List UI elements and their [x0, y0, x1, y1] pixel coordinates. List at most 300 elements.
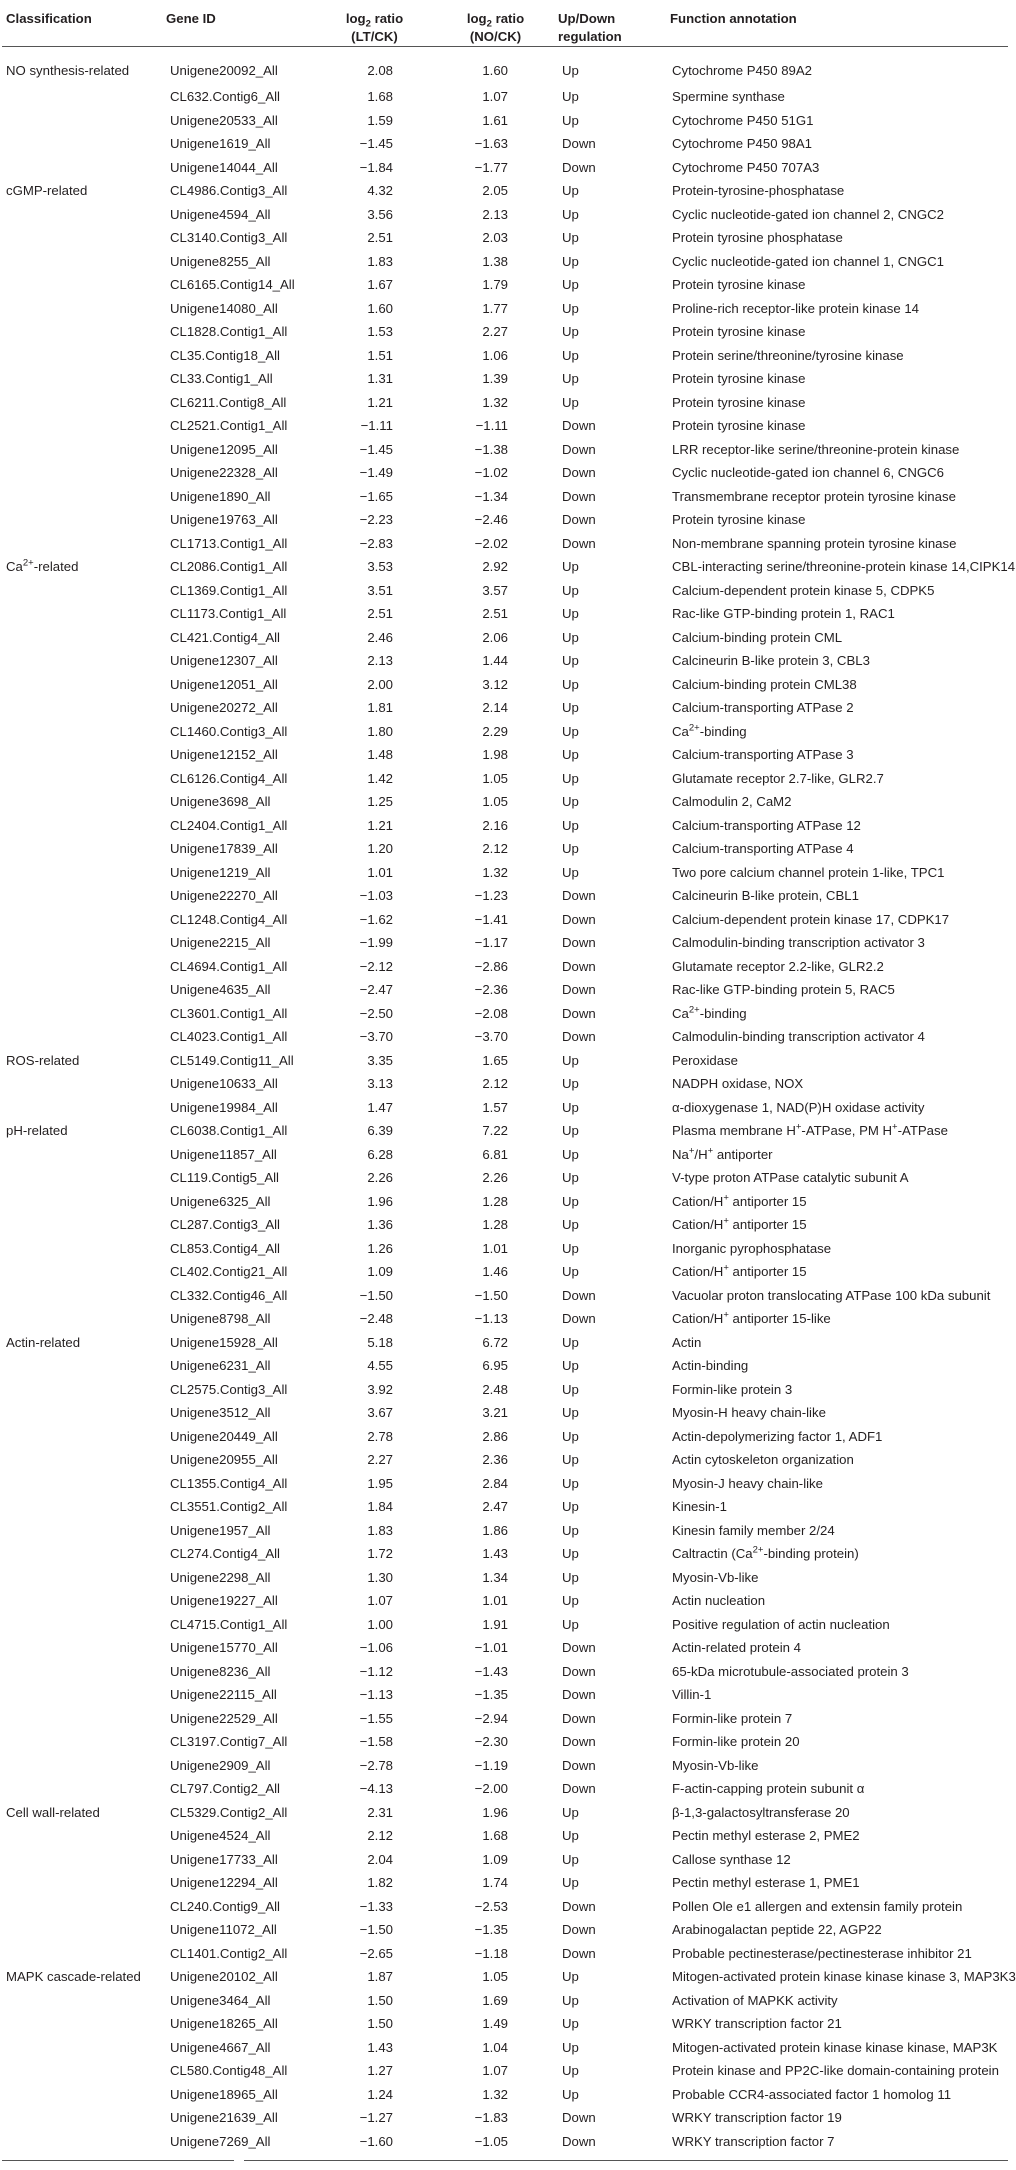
table-row [2, 2059, 1008, 2083]
table-row [2, 1049, 1008, 1073]
cell-classification [2, 250, 162, 274]
table-row [2, 132, 1008, 156]
cell-function: Calcium-dependent protein kinase 5, CDPK5 [672, 582, 935, 598]
cell-regulation: Down [562, 1005, 596, 1021]
cell-function: Na+/H+ antiporter [672, 1145, 773, 1162]
cell-log2-no: 2.05 [482, 183, 508, 199]
cell-classification [2, 790, 162, 814]
cell-log2-no: 1.69 [482, 1992, 508, 2008]
cell-regulation: Up [562, 864, 579, 880]
cell-classification [2, 1871, 162, 1895]
cell-log2-no: 1.91 [482, 1616, 508, 1632]
cell-gene-id: CL2086.Contig1_All [170, 559, 288, 575]
cell-log2-no: 1.38 [482, 253, 508, 269]
cell-function: Kinesin-1 [672, 1499, 727, 1515]
cell-log2-lt: 1.36 [367, 1217, 393, 1233]
cell-function: Myosin-J heavy chain-like [672, 1475, 823, 1491]
cell-classification [2, 1777, 162, 1801]
cell-regulation: Down [562, 136, 596, 152]
table-row [2, 461, 1008, 485]
cell-gene-id: Unigene17839_All [170, 841, 278, 857]
cell-gene-id: Unigene4594_All [170, 206, 271, 222]
cell-function: Glutamate receptor 2.7-like, GLR2.7 [672, 770, 884, 786]
cell-gene-id: Unigene1219_All [170, 864, 271, 880]
cell-log2-lt: −4.13 [359, 1781, 393, 1797]
cell-log2-lt: 1.60 [367, 300, 393, 316]
cell-regulation: Down [562, 535, 596, 551]
table-row [2, 1519, 1008, 1543]
cell-log2-no: −2.00 [474, 1781, 508, 1797]
cell-gene-id: CL332.Contig46_All [170, 1287, 288, 1303]
cell-log2-no: 2.84 [482, 1475, 508, 1491]
cell-regulation: Up [562, 1804, 579, 1820]
cell-log2-lt: −1.12 [359, 1663, 393, 1679]
cell-function: Villin-1 [672, 1687, 712, 1703]
table-row [2, 273, 1008, 297]
cell-regulation: Up [562, 582, 579, 598]
cell-log2-lt: 1.01 [367, 864, 393, 880]
cell-function: CBL-interacting serine/threonine-protein kinase 14,CIPK14 [672, 559, 1016, 575]
cell-log2-no: 1.44 [482, 653, 508, 669]
cell-function: Kinesin family member 2/24 [672, 1522, 835, 1538]
cell-function: Cation/H+ antiporter 15 [672, 1262, 807, 1280]
cell-function: Calcineurin B-like protein 3, CBL3 [672, 653, 870, 669]
cell-gene-id: Unigene1957_All [170, 1522, 271, 1538]
cell-classification [2, 1260, 162, 1284]
cell-regulation: Up [562, 2063, 579, 2079]
cell-regulation: Up [562, 1334, 579, 1350]
cell-log2-no: −1.77 [474, 159, 508, 175]
cell-gene-id: CL1460.Contig3_All [170, 723, 288, 739]
table-row [2, 367, 1008, 391]
cell-log2-lt: 5.18 [367, 1334, 393, 1350]
cell-log2-lt: −1.60 [359, 2133, 393, 2149]
cell-classification [2, 2106, 162, 2130]
cell-classification [2, 1942, 162, 1966]
cell-classification: NO synthesis-related [6, 62, 130, 78]
cell-classification [2, 156, 162, 180]
cell-function: Actin [672, 1334, 702, 1350]
cell-regulation: Up [562, 1405, 579, 1421]
cell-log2-lt: 2.46 [367, 629, 393, 645]
cell-regulation: Up [562, 1522, 579, 1538]
cell-gene-id: Unigene14044_All [170, 159, 278, 175]
cell-regulation: Up [562, 1593, 579, 1609]
cell-classification [2, 1989, 162, 2013]
cell-log2-no: 2.92 [482, 559, 508, 575]
cell-gene-id: Unigene3512_All [170, 1405, 271, 1421]
cell-log2-lt: 1.31 [367, 371, 393, 387]
cell-log2-no: 2.86 [482, 1428, 508, 1444]
cell-function: Cytochrome P450 707A3 [672, 159, 820, 175]
cell-log2-lt: 1.00 [367, 1616, 393, 1632]
cell-regulation: Up [562, 606, 579, 622]
table-row [2, 2106, 1008, 2130]
cell-log2-no: 2.03 [482, 230, 508, 246]
cell-log2-no: 1.79 [482, 277, 508, 293]
cell-function: Probable CCR4-associated factor 1 homolog 11 [672, 2086, 952, 2102]
header-log2-no: $\log_2$ ratio (NO/CK) [437, 0, 554, 47]
cell-log2-lt: 1.84 [367, 1499, 393, 1515]
cell-gene-id: Unigene6231_All [170, 1358, 271, 1374]
cell-gene-id: Unigene18965_All [170, 2086, 278, 2102]
cell-gene-id: Unigene19763_All [170, 512, 278, 528]
cell-log2-no: 1.86 [482, 1522, 508, 1538]
cell-regulation: Down [562, 441, 596, 457]
cell-gene-id: Unigene21639_All [170, 2110, 278, 2126]
cell-regulation: Down [562, 2133, 596, 2149]
cell-function: Mitogen-activated protein kinase kinase kinase 3, MAP3K3 [672, 1969, 1016, 1985]
cell-gene-id: CL5329.Contig2_All [170, 1804, 288, 1820]
cell-gene-id: CL35.Contig18_All [170, 347, 280, 363]
cell-log2-no: 1.01 [482, 1240, 508, 1256]
cell-regulation: Down [562, 982, 596, 998]
cell-regulation: Up [562, 1193, 579, 1209]
cell-log2-no: −1.63 [474, 136, 508, 152]
cell-gene-id: CL1713.Contig1_All [170, 535, 288, 551]
cell-log2-no: 6.95 [482, 1358, 508, 1374]
cell-log2-no: 1.57 [482, 1099, 508, 1115]
cell-function: Calcium-transporting ATPase 4 [672, 841, 854, 857]
cell-gene-id: CL4694.Contig1_All [170, 958, 288, 974]
cell-regulation: Down [562, 465, 596, 481]
cell-classification: cGMP-related [6, 183, 88, 199]
cell-classification [2, 1495, 162, 1519]
cell-regulation: Up [562, 770, 579, 786]
cell-gene-id: Unigene3464_All [170, 1992, 271, 2008]
cell-classification [2, 720, 162, 744]
cell-log2-no: −1.19 [474, 1757, 508, 1773]
cell-log2-no: 3.21 [482, 1405, 508, 1421]
cell-function: Myosin-H heavy chain-like [672, 1405, 826, 1421]
cell-function: Protein kinase and PP2C-like domain-containing protein [672, 2063, 999, 2079]
cell-log2-no: 2.06 [482, 629, 508, 645]
cell-classification [2, 132, 162, 156]
cell-regulation: Down [562, 159, 596, 175]
cell-log2-no: 1.01 [482, 1593, 508, 1609]
cell-log2-lt: −2.12 [359, 958, 393, 974]
cell-regulation: Down [562, 418, 596, 434]
table-row [2, 85, 1008, 109]
cell-regulation: Up [562, 324, 579, 340]
cell-log2-lt: 1.21 [367, 817, 393, 833]
cell-gene-id: Unigene12307_All [170, 653, 278, 669]
cell-function: $Ca^{2+}$-binding [672, 1004, 747, 1021]
cell-log2-no: −1.34 [474, 488, 508, 504]
cell-log2-no: 1.32 [482, 394, 508, 410]
cell-log2-lt: −1.45 [359, 136, 393, 152]
cell-gene-id: Unigene12294_All [170, 1875, 278, 1891]
cell-regulation: Up [562, 1992, 579, 2008]
cell-log2-lt: −1.50 [359, 1287, 393, 1303]
cell-log2-lt: −2.83 [359, 535, 393, 551]
cell-log2-no: 1.77 [482, 300, 508, 316]
cell-function: Protein-tyrosine-phosphatase [672, 183, 845, 199]
cell-log2-no: 7.22 [482, 1123, 508, 1139]
cell-regulation: Up [562, 1828, 579, 1844]
table-row [2, 532, 1008, 556]
cell-function: WRKY transcription factor 7 [672, 2133, 835, 2149]
cell-function: Calmodulin-binding transcription activator 3 [672, 935, 925, 951]
cell-log2-lt: 3.35 [367, 1052, 393, 1068]
cell-function: WRKY transcription factor 19 [672, 2110, 842, 2126]
cell-regulation: Up [562, 1099, 579, 1115]
cell-function: Peroxidase [672, 1052, 738, 1068]
cell-gene-id: Unigene22529_All [170, 1710, 278, 1726]
cell-function: Glutamate receptor 2.2-like, GLR2.2 [672, 958, 884, 974]
cell-classification: MAPK cascade-related [6, 1969, 141, 1985]
table-row [2, 1801, 1008, 1825]
cell-log2-lt: −2.65 [359, 1945, 393, 1961]
cell-classification [2, 1002, 162, 1026]
cell-regulation: Up [562, 2039, 579, 2055]
cell-gene-id: Unigene10633_All [170, 1076, 278, 1092]
cell-function: Calcium-binding protein CML38 [672, 676, 857, 692]
cell-log2-lt: 2.26 [367, 1170, 393, 1186]
cell-classification [2, 673, 162, 697]
cell-regulation: Up [562, 1240, 579, 1256]
cell-function: Pollen Ole e1 allergen and extensin family protein [672, 1898, 963, 1914]
cell-log2-lt: 1.26 [367, 1240, 393, 1256]
table-row [2, 414, 1008, 438]
cell-function: Formin-like protein 3 [672, 1381, 793, 1397]
cell-gene-id: Unigene19984_All [170, 1099, 278, 1115]
cell-log2-lt: 4.32 [367, 183, 393, 199]
cell-gene-id: Unigene19227_All [170, 1593, 278, 1609]
cell-log2-no: 2.12 [482, 841, 508, 857]
cell-gene-id: Unigene7269_All [170, 2133, 271, 2149]
cell-classification [2, 814, 162, 838]
table-row [2, 156, 1008, 180]
header-row [2, 0, 1008, 47]
cell-log2-no: −1.11 [475, 418, 508, 434]
cell-function: Calmodulin 2, CaM2 [672, 794, 792, 810]
cell-log2-no: −1.17 [474, 935, 508, 951]
cell-log2-no: −2.30 [474, 1734, 508, 1750]
cell-log2-lt: 1.83 [367, 253, 393, 269]
cell-regulation: Up [562, 1052, 579, 1068]
cell-regulation: Down [562, 1898, 596, 1914]
cell-log2-no: 2.16 [482, 817, 508, 833]
cell-gene-id: Unigene17733_All [170, 1851, 278, 1867]
cell-gene-id: CL6211.Contig8_All [170, 394, 287, 410]
cell-log2-lt: −1.84 [359, 159, 393, 175]
cell-regulation: Up [562, 1851, 579, 1867]
table-row [2, 1448, 1008, 1472]
cell-log2-lt: 2.51 [367, 606, 393, 622]
cell-classification [2, 884, 162, 908]
cell-gene-id: CL1173.Contig1_All [170, 606, 287, 622]
cell-classification [2, 508, 162, 532]
cell-log2-no: 1.09 [482, 1851, 508, 1867]
cell-log2-lt: 1.43 [367, 2039, 393, 2055]
cell-log2-no: 1.46 [482, 1264, 508, 1280]
table-row [2, 1707, 1008, 1731]
cell-regulation: Up [562, 1616, 579, 1632]
cell-log2-no: 1.05 [482, 1969, 508, 1985]
table-row [2, 1613, 1008, 1637]
table-row [2, 1378, 1008, 1402]
cell-log2-lt: 3.51 [367, 582, 393, 598]
cell-log2-lt: 1.87 [367, 1969, 393, 1985]
table-row [2, 814, 1008, 838]
cell-gene-id: Unigene22270_All [170, 888, 278, 904]
cell-gene-id: Unigene20955_All [170, 1452, 278, 1468]
table-row [2, 1895, 1008, 1919]
table-row [2, 1918, 1008, 1942]
table-row [2, 602, 1008, 626]
table-body [2, 47, 1016, 2154]
cell-classification [2, 1542, 162, 1566]
cell-regulation: Up [562, 2016, 579, 2032]
table-row [2, 226, 1008, 250]
cell-function: LRR receptor-like serine/threonine-protein kinase [672, 441, 960, 457]
cell-gene-id: CL33.Contig1_All [170, 371, 273, 387]
cell-classification [2, 1401, 162, 1425]
cell-gene-id: CL4715.Contig1_All [170, 1616, 288, 1632]
cell-regulation: Up [562, 1969, 579, 1985]
cell-function: Vacuolar proton translocating ATPase 100 kDa subunit [672, 1287, 991, 1303]
table-row [2, 1237, 1008, 1261]
table-row [2, 1824, 1008, 1848]
cell-function: Pectin methyl esterase 1, PME1 [672, 1875, 860, 1891]
cell-log2-lt: 1.96 [367, 1193, 393, 1209]
table-row [2, 1119, 1008, 1143]
cell-gene-id: Unigene2298_All [170, 1569, 271, 1585]
cell-gene-id: CL3197.Contig7_All [170, 1734, 288, 1750]
table-row [2, 344, 1008, 368]
cell-log2-no: −1.38 [474, 441, 508, 457]
cell-gene-id: CL4023.Contig1_All [170, 1029, 288, 1045]
cell-log2-lt: 2.00 [367, 676, 393, 692]
cell-classification [2, 1072, 162, 1096]
cell-classification [2, 626, 162, 650]
cell-log2-lt: −1.27 [359, 2110, 393, 2126]
cell-classification [2, 1566, 162, 1590]
cell-log2-lt: −3.70 [359, 1029, 393, 1045]
cell-gene-id: Unigene12051_All [170, 676, 278, 692]
cell-regulation: Up [562, 1875, 579, 1891]
cell-gene-id: CL1401.Contig2_All [170, 1945, 288, 1961]
table-row [2, 837, 1008, 861]
cell-function: F-actin-capping protein subunit α [672, 1781, 865, 1797]
cell-log2-no: −1.01 [474, 1640, 508, 1656]
cell-classification: Actin-related [6, 1334, 81, 1350]
table-row [2, 790, 1008, 814]
cell-log2-no: 1.65 [482, 1052, 508, 1068]
table-row [2, 1495, 1008, 1519]
cell-regulation: Up [562, 1123, 579, 1139]
cell-function: $Ca^{2+}$-binding [672, 722, 747, 739]
cell-log2-lt: 3.67 [367, 1405, 393, 1421]
cell-gene-id: Unigene1890_All [170, 488, 271, 504]
cell-classification [2, 978, 162, 1002]
cell-log2-no: −1.50 [474, 1287, 508, 1303]
cell-log2-no: 1.74 [482, 1875, 508, 1891]
cell-log2-lt: 1.51 [367, 347, 393, 363]
cell-gene-id: Unigene18265_All [170, 2016, 278, 2032]
cell-classification [2, 1237, 162, 1261]
cell-regulation: Down [562, 1663, 596, 1679]
table-row [2, 2012, 1008, 2036]
cell-classification [2, 1190, 162, 1214]
cell-gene-id: CL580.Contig48_All [170, 2063, 288, 2079]
cell-function: Calmodulin-binding transcription activator 4 [672, 1029, 925, 1045]
cell-function: Pectin methyl esterase 2, PME2 [672, 1828, 860, 1844]
cell-regulation: Up [562, 1170, 579, 1186]
cell-gene-id: CL6165.Contig14_All [170, 277, 295, 293]
cell-gene-id: CL287.Contig3_All [170, 1217, 280, 1233]
cell-gene-id: CL3601.Contig1_All [170, 1005, 288, 1021]
cell-classification [2, 1143, 162, 1167]
cell-log2-lt: 1.68 [367, 89, 393, 105]
cell-regulation: Up [562, 676, 579, 692]
cell-classification [2, 1378, 162, 1402]
cell-classification [2, 1613, 162, 1637]
cell-gene-id: Unigene15770_All [170, 1640, 278, 1656]
cell-gene-id: Unigene20449_All [170, 1428, 278, 1444]
cell-function: Cytochrome P450 51G1 [672, 112, 814, 128]
cell-classification [2, 1472, 162, 1496]
cell-log2-no: 1.07 [482, 2063, 508, 2079]
cell-log2-lt: 1.20 [367, 841, 393, 857]
cell-log2-no: 1.43 [482, 1546, 508, 1562]
cell-classification [2, 1519, 162, 1543]
cell-log2-lt: 1.50 [367, 1992, 393, 2008]
cell-classification: pH-related [6, 1123, 68, 1139]
cell-regulation: Down [562, 911, 596, 927]
cell-log2-lt: −1.33 [359, 1898, 393, 1914]
cell-log2-lt: 2.08 [367, 62, 393, 78]
table-row [2, 320, 1008, 344]
cell-regulation: Up [562, 89, 579, 105]
cell-log2-lt: 1.48 [367, 747, 393, 763]
cell-regulation: Up [562, 1381, 579, 1397]
cell-log2-lt: 4.55 [367, 1358, 393, 1374]
cell-gene-id: Unigene20272_All [170, 700, 278, 716]
table-row [2, 555, 1008, 579]
cell-gene-id: CL6126.Contig4_All [170, 770, 288, 786]
cell-classification [2, 1166, 162, 1190]
header-function: Function annotation [666, 0, 1008, 47]
cell-log2-lt: −1.13 [359, 1687, 393, 1703]
cell-regulation: Down [562, 1757, 596, 1773]
cell-regulation: Up [562, 1217, 579, 1233]
cell-log2-lt: 2.31 [367, 1804, 393, 1820]
cell-log2-lt: 1.80 [367, 723, 393, 739]
cell-function: Formin-like protein 20 [672, 1734, 800, 1750]
cell-regulation: Down [562, 1687, 596, 1703]
table-row [2, 861, 1008, 885]
cell-classification [2, 908, 162, 932]
cell-log2-lt: 3.13 [367, 1076, 393, 1092]
table-row [2, 1777, 1008, 1801]
cell-gene-id: CL1355.Contig4_All [170, 1475, 288, 1491]
cell-gene-id: Unigene8236_All [170, 1663, 271, 1679]
cell-classification: Cell wall-related [6, 1804, 100, 1820]
cell-log2-lt: 2.51 [367, 230, 393, 246]
cell-log2-no: −2.86 [474, 958, 508, 974]
table-row [2, 1190, 1008, 1214]
cell-log2-no: 6.72 [482, 1334, 508, 1350]
table-row [2, 508, 1008, 532]
cell-log2-no: 1.61 [482, 112, 508, 128]
table-row [2, 109, 1008, 133]
cell-function: Protein tyrosine phosphatase [672, 230, 843, 246]
cell-regulation: Down [562, 888, 596, 904]
table-row [2, 720, 1008, 744]
cell-classification [2, 1307, 162, 1331]
